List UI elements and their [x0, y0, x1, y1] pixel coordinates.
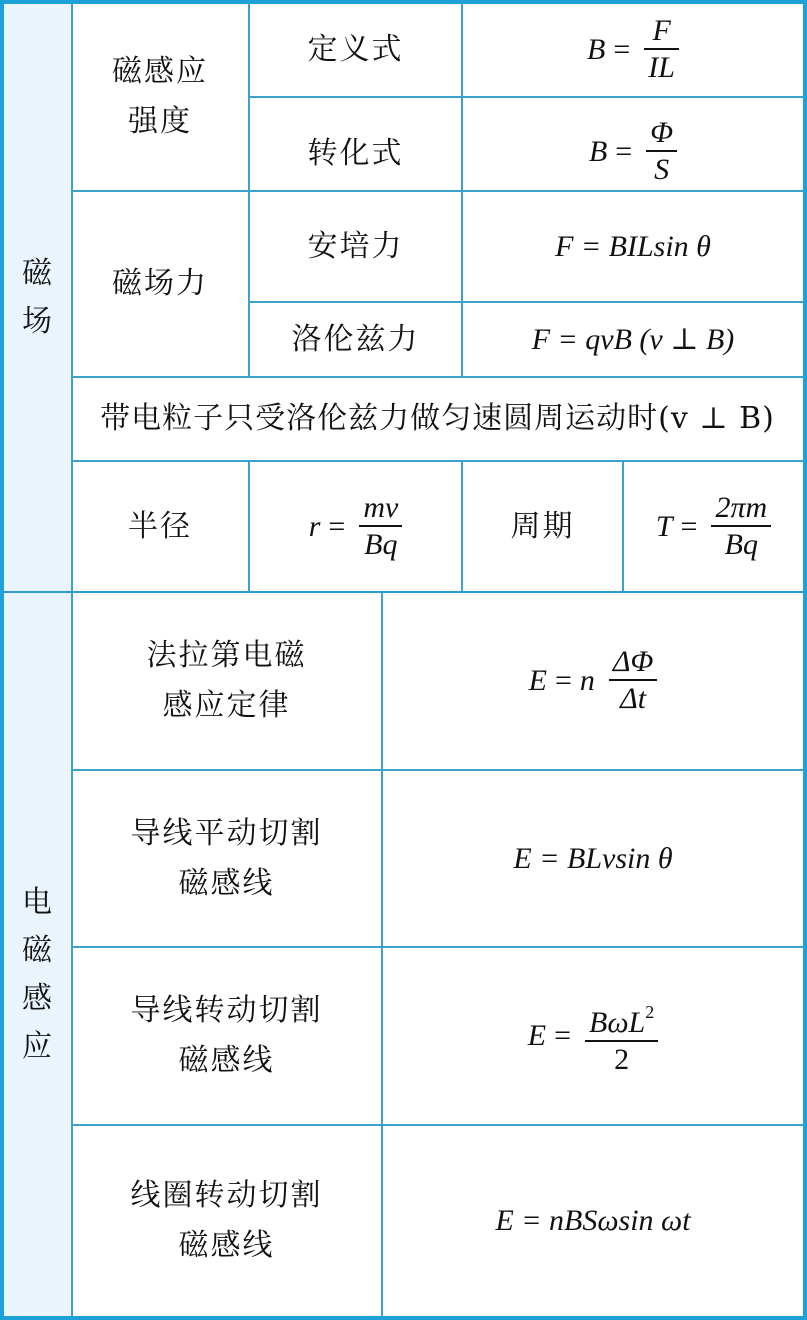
fraction: $\frac{F}{IL}$	[644, 14, 679, 86]
lorentz-force-label: 洛伦兹力	[291, 321, 420, 357]
rotational-cutting-label: 导线转动切割 磁感线	[130, 993, 323, 1078]
translational-cutting-formula: E = BLvsin θ	[513, 841, 673, 875]
coil-rotation-label: 线圈转动切割 磁感线	[130, 1178, 323, 1263]
fraction: $\frac{mv}{Bq}$	[359, 491, 402, 563]
fraction: $\frac{B\omega L^2}{2}$	[585, 995, 658, 1078]
label-line: 强度	[128, 104, 192, 139]
ampere-force-formula: F = BILsin θ	[555, 229, 711, 263]
ampere-force-label: 安培力	[307, 228, 404, 264]
circular-motion-heading: 带电粒子只受洛伦兹力做匀速圆周运动时(v ⊥ B)	[100, 401, 775, 436]
definition-label: 定义式	[307, 32, 404, 67]
label-line: 磁感应	[112, 54, 208, 89]
fraction: $\frac{\Delta\Phi}{\Delta t}$	[609, 645, 657, 717]
coil-rotation-formula: E = nBSωsin ωt	[495, 1204, 691, 1237]
magnetic-force-label: 磁场力	[112, 266, 208, 301]
conversion-label: 转化式	[307, 136, 404, 171]
radius-formula: r = $\frac{mv}{Bq}$	[250, 462, 461, 591]
fraction: $\frac{2\pi m}{Bq}$	[711, 491, 771, 563]
fraction: $\frac{\Phi}{S}$	[646, 116, 677, 188]
period-formula: T = $\frac{2\pi m}{Bq}$	[624, 462, 803, 591]
definition-formula: B = $\frac{F}{IL}$	[463, 4, 803, 96]
period-label: 周期	[510, 508, 575, 544]
translational-cutting-label: 导线平动切割 磁感线	[130, 815, 323, 901]
section-label-em-induction: 电磁感应	[22, 884, 54, 1064]
faraday-law-formula: E = n $\frac{\Delta\Phi}{\Delta t}$	[383, 593, 803, 769]
conversion-formula: B = $\frac{\Phi}{S}$	[463, 98, 803, 190]
radius-label: 半径	[128, 508, 192, 544]
section-label-magnetic-field: 磁场	[22, 255, 54, 339]
faraday-law-label: 法拉第电磁 感应定律	[146, 638, 307, 723]
lorentz-force-formula: F = qvB (v ⊥ B)	[531, 323, 735, 356]
formula-lhs: B	[587, 33, 606, 66]
rotational-cutting-formula: E = $\frac{B\omega L^2}{2}$	[383, 948, 803, 1124]
